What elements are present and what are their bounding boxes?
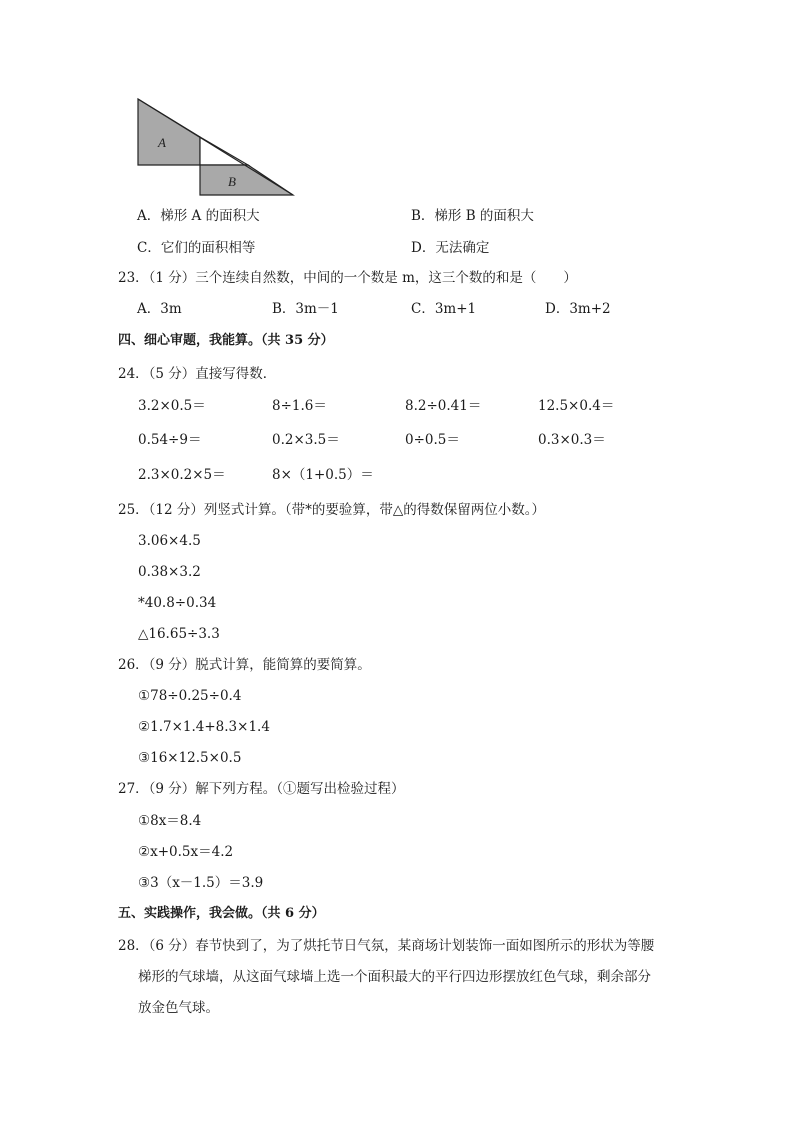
q27-stem: 27．（9 分）解下列方程。（①题写出检验过程） — [118, 781, 405, 797]
section4-title: 四、细心审题，我能算。（共 35 分） — [118, 333, 334, 348]
q24-item: 2.3×0.2×5＝ — [138, 467, 226, 483]
q26-item: ③16×12.5×0.5 — [138, 750, 242, 766]
q25-stem: 25．（12 分）列竖式计算。（带*的要验算，带△的得数保留两位小数。） — [118, 502, 546, 518]
q23-option-a: A．3m — [137, 301, 182, 317]
q24-item: 0.54÷9＝ — [138, 432, 202, 448]
q24-item: 8×（1+0.5）＝ — [272, 467, 374, 483]
q22-option-d: D．无法确定 — [411, 240, 490, 256]
q24-item: 3.2×0.5＝ — [138, 398, 206, 414]
q27-item: ③3（x－1.5）＝3.9 — [138, 875, 264, 891]
q24-item: 0.3×0.3＝ — [538, 432, 606, 448]
q22-option-b: B．梯形 B 的面积大 — [411, 208, 534, 224]
q26-item: ①78÷0.25÷0.4 — [138, 688, 242, 704]
q25-item: *40.8÷0.34 — [138, 595, 217, 611]
q24-item: 8÷1.6＝ — [272, 398, 327, 414]
q24-item: 8.2÷0.41＝ — [405, 398, 482, 414]
q28-line1: 28．（6 分）春节快到了，为了烘托节日气氛，某商场计划装饰一面如图所示的形状为等腰 — [118, 938, 655, 954]
label-a: A — [158, 135, 166, 150]
q27-item: ②x+0.5x＝4.2 — [138, 844, 234, 860]
q24-item: 0.2×3.5＝ — [272, 432, 340, 448]
q24-item: 0÷0.5＝ — [405, 432, 460, 448]
trapezoid-figure — [130, 92, 300, 202]
q28-line3: 放金色气球。 — [138, 1000, 219, 1016]
q22-option-c: C．它们的面积相等 — [137, 240, 256, 256]
q25-item: 0.38×3.2 — [138, 564, 201, 580]
q27-item: ①8x＝8.4 — [138, 813, 202, 829]
q23-option-b: B．3m－1 — [272, 301, 339, 317]
q28-line2: 梯形的气球墙，从这面气球墙上选一个面积最大的平行四边形摆放红色气球，剩余部分 — [138, 969, 651, 985]
q24-stem: 24．（5 分）直接写得数． — [118, 366, 277, 382]
label-b: B — [228, 174, 236, 189]
trapezoid-b — [200, 165, 293, 195]
q25-item: △16.65÷3.3 — [138, 626, 220, 642]
q24-item: 12.5×0.4＝ — [538, 398, 615, 414]
q23-option-c: C．3m+1 — [411, 301, 477, 317]
section5-title: 五、实践操作，我会做。（共 6 分） — [118, 906, 325, 921]
q23-option-d: D．3m+2 — [545, 301, 611, 317]
q23-stem: 23．（1 分）三个连续自然数，中间的一个数是 m，这三个数的和是（ ） — [118, 270, 577, 286]
q25-item: 3.06×4.5 — [138, 533, 201, 549]
q22-option-a: A．梯形 A 的面积大 — [137, 208, 260, 224]
q26-stem: 26．（9 分）脱式计算，能简算的要简算。 — [118, 657, 371, 673]
q26-item: ②1.7×1.4+8.3×1.4 — [138, 719, 270, 735]
